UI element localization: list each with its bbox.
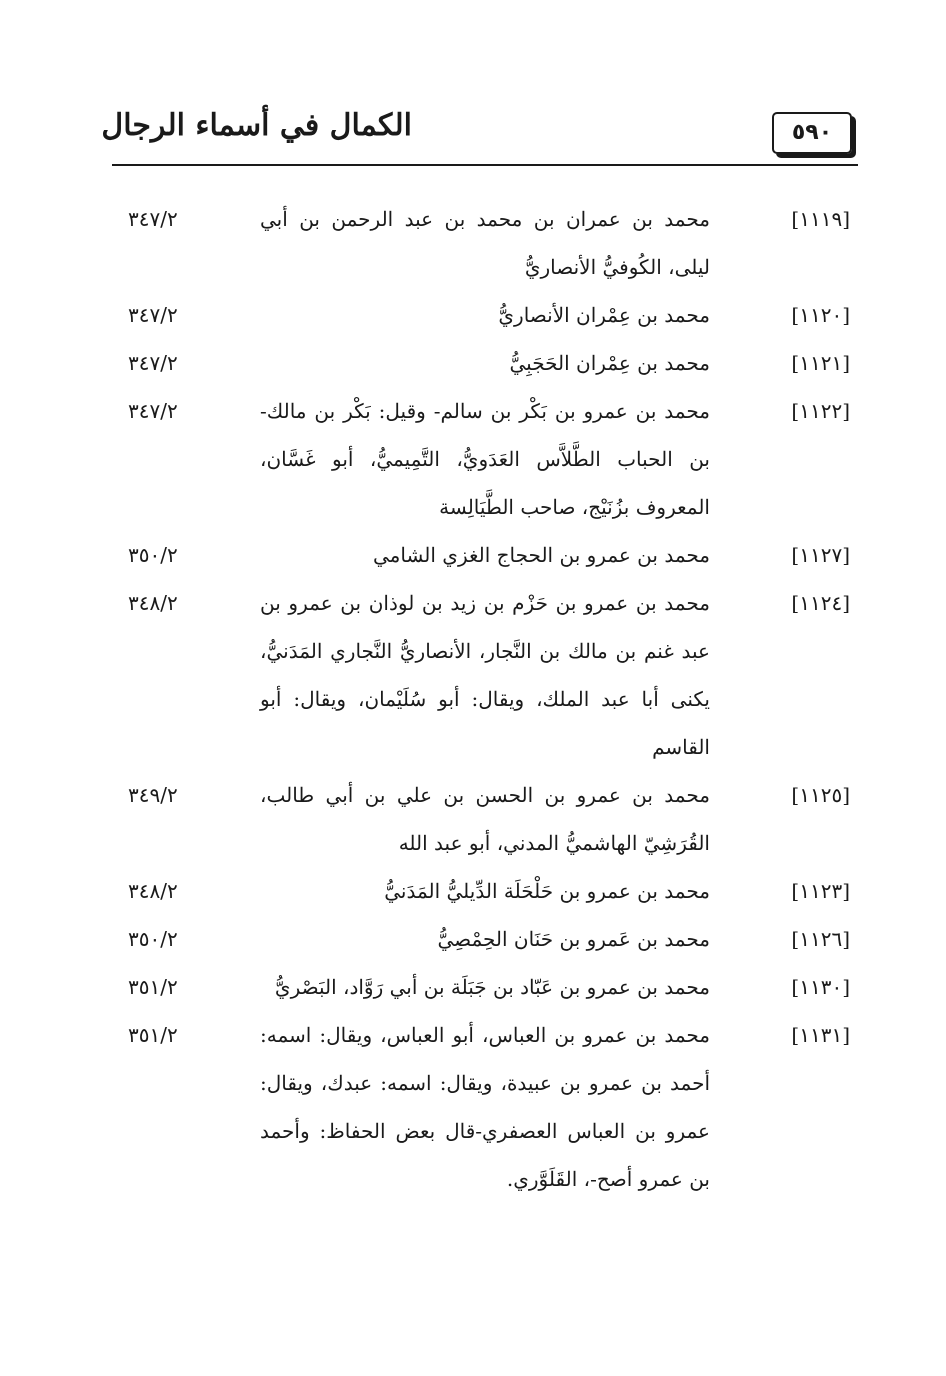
entry-number: [١١٣١]	[791, 1023, 850, 1047]
entry-row	[110, 1011, 850, 1203]
entry-number: [١١٣٠]	[791, 975, 850, 999]
entry-name: محمد بن عِمْران الحَجَبِيُّ	[509, 351, 710, 375]
entry-row	[110, 963, 850, 1011]
entry-reference: ٣٤٧/٢	[128, 207, 178, 231]
entry-number: [١١٢١]	[791, 351, 850, 375]
entry-row	[110, 579, 850, 771]
entry-reference: ٣٥١/٢	[128, 1023, 178, 1047]
entry-row	[110, 387, 850, 531]
page-number: ٥٩٠	[772, 112, 852, 154]
entry-name: محمد بن عمرو بن حَلْحَلَة الدِّيليُّ المَدَنيُّ	[384, 879, 710, 903]
entry-row	[110, 771, 850, 867]
entry-number: [١١٢٤]	[791, 591, 850, 615]
entry-name: محمد بن عمران بن محمد بن عبد الرحمن بن أبي ليلى، الكُوفيُّ الأنصاريُّ	[260, 207, 710, 279]
page-header	[101, 100, 858, 166]
entry-name: محمد بن عمرو بن الحجاج الغزي الشامي	[372, 543, 710, 567]
entry-number: [١١٢٧]	[791, 543, 850, 567]
entry-row	[110, 195, 850, 291]
entry-row	[110, 339, 850, 387]
entry-number: [١١٢٣]	[791, 879, 850, 903]
entry-number: [١١٢٢]	[791, 399, 850, 423]
entry-reference: ٣٤٨/٢	[128, 879, 178, 903]
entry-name: محمد بن عِمْران الأنصاريُّ	[498, 303, 710, 327]
entry-reference: ٣٥٠/٢	[128, 543, 178, 567]
entry-row	[110, 291, 850, 339]
book-title: الكمال في أسماء الرجال	[101, 108, 412, 143]
header-rule	[112, 164, 858, 166]
entry-name: محمد بن عمرو بن العباس، أبو العباس، ويقال: اسمه: أحمد بن عمرو بن عبيدة، ويقال: اسمه: عبدك، ويقال: عمرو بن العباس العصفري-قال بعض الحفاظ: وأحمد بن عمرو أصح-، القَلَوَّري.	[260, 1023, 710, 1191]
entry-number: [١١٢٠]	[791, 303, 850, 327]
entry-list	[110, 195, 850, 1203]
entry-name: محمد بن عمرو بن حَزْم بن زيد بن لوذان بن عمرو بن عبد غنم بن مالك بن النَّجار، الأنصاريُّ النَّجاري المَدَنيُّ، يكنى أبا عبد الملك، ويقال: أبو سُلَيْمان، ويقال: أبو القاسم	[260, 591, 710, 759]
entry-row	[110, 915, 850, 963]
entry-name: محمد بن عَمرو بن حَنَان الحِمْصِيُّ	[437, 927, 710, 951]
entry-row	[110, 531, 850, 579]
entry-name: محمد بن عمرو بن الحسن بن علي بن أبي طالب، القُرَشِيّ الهاشميُّ المدني، أبو عبد الله	[260, 783, 710, 855]
entry-number: [١١٢٦]	[791, 927, 850, 951]
entry-name: محمد بن عمرو بن عَبّاد بن جَبَلَة بن أبي رَوَّاد، البَصْريُّ	[274, 975, 710, 999]
entry-number: [١١٢٥]	[791, 783, 850, 807]
entry-reference: ٣٤٧/٢	[128, 303, 178, 327]
entry-row	[110, 867, 850, 915]
entry-reference: ٣٥١/٢	[128, 975, 178, 999]
entry-reference: ٣٤٨/٢	[128, 591, 178, 615]
entry-number: [١١١٩]	[791, 207, 850, 231]
entry-name: محمد بن عمرو بن بَكْر بن سالم- وقيل: بَكْر بن مالك- بن الحباب الطَّلاَّس العَدَويُّ، التَّمِيميُّ، أبو غَسَّان، المعروف بزُنَيْج، صاحب الطَّيَالِسة	[260, 399, 710, 519]
entry-reference: ٣٥٠/٢	[128, 927, 178, 951]
entry-reference: ٣٤٩/٢	[128, 783, 178, 807]
entry-reference: ٣٤٧/٢	[128, 351, 178, 375]
entry-reference: ٣٤٧/٢	[128, 399, 178, 423]
